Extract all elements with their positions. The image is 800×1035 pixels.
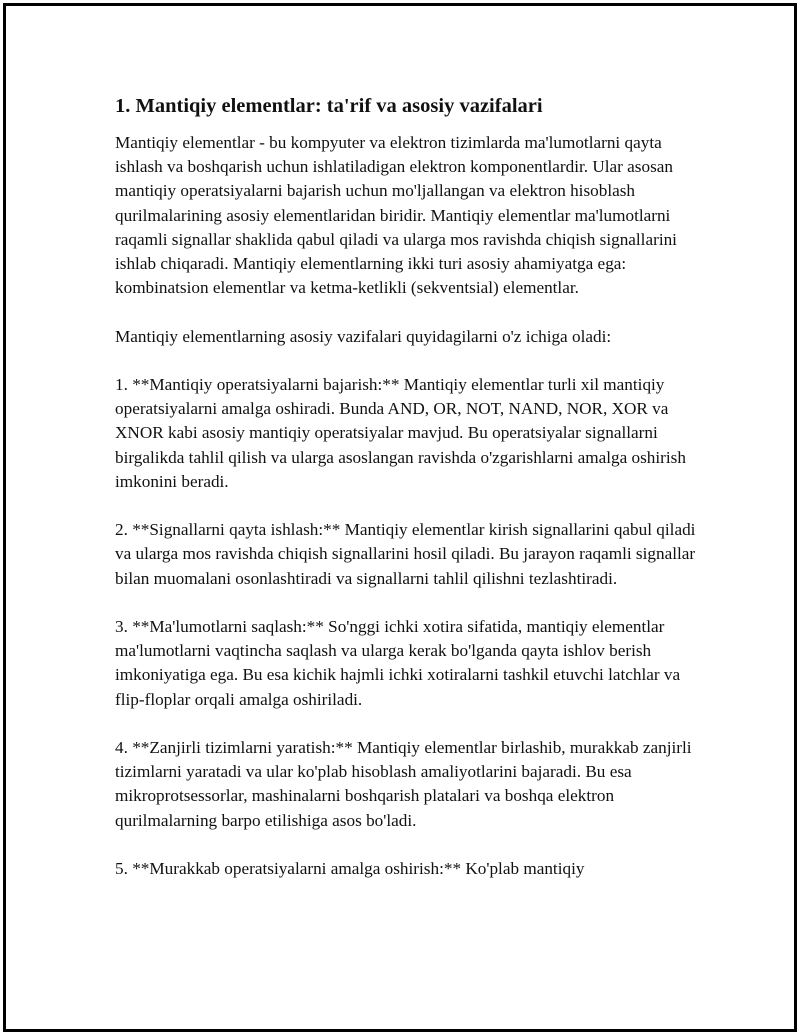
intro-paragraph: Mantiqiy elementlar - bu kompyuter va elektron tizimlarda ma'lumotlarni qayta ishlash va boshqarish uchun ishlatiladigan elektron komponentlardir. Ular asosan mantiqiy operatsiyalarni bajarish uchun mo'ljallangan va elektron hisoblash qurilmalarining asosiy elementlaridan biridir. Mantiqiy elementlar ma'lumotlarni raqamli signallar shaklida qabul qiladi va ularga mos ravishda chiqish signallarini ishlab chiqaradi. Mantiqiy elementlarning ikki turi asosiy ahamiyatga ega: kombinatsion elementlar va ketma-ketlikli (sekventsial) elementlar. — [115, 133, 677, 298]
document-body — [115, 93, 705, 905]
list-item-data-storage: 3. **Ma'lumotlarni saqlash:** So'nggi ichki xotira sifatida, mantiqiy elementlar ma'lumotlarni vaqtincha saqlash va ularga kerak bo'lganda qayta ishlov berish imkoniyatiga ega. Bu esa kichik hajmli ichki xotiralarni tashkil etuvchi latchlar va flip-floplar orqali amalga oshiriladi. — [115, 617, 681, 709]
list-item-logic-operations: 1. **Mantiqiy operatsiyalarni bajarish:** Mantiqiy elementlar turli xil mantiqiy operatsiyalarni amalga oshiradi. Bunda AND, OR, NOT, NAND, NOR, XOR va XNOR kabi asosiy mantiqiy operatsiyalar mavjud. Bu operatsiyalar signallarni birgalikda tahlil qilish va ularga asoslangan ravishda o'zgarishlarni amalga oshirish imkonini beradi. — [115, 375, 686, 491]
section-heading: 1. Mantiqiy elementlar: ta'rif va asosiy vazifalari — [115, 95, 543, 117]
list-item-signal-processing: 2. **Signallarni qayta ishlash:** Mantiqiy elementlar kirish signallarini qabul qiladi va ularga mos ravishda chiqish signallarini hosil qiladi. Bu jarayon raqamli signallar bilan muomalani osonlashtiradi va signallarni tahlil qilishni tezlashtiradi. — [115, 520, 696, 588]
list-item-complex-operations: 5. **Murakkab operatsiyalarni amalga oshirish:** Ko'plab mantiqiy — [115, 859, 585, 878]
functions-intro-paragraph: Mantiqiy elementlarning asosiy vazifalari quyidagilarni o'z ichiga oladi: — [115, 326, 612, 346]
list-item-circuit-systems: 4. **Zanjirli tizimlarni yaratish:** Mantiqiy elementlar birlashib, murakkab zanjirli tizimlarni yaratadi va ular ko'plab hisoblash amaliyotlarini bajaradi. Bu esa mikroprotsessorlar, mashinalarni boshqarish platalari va boshqa elektron qurilmalarning barpo etilishiga asos bo'ladi. — [115, 738, 692, 830]
